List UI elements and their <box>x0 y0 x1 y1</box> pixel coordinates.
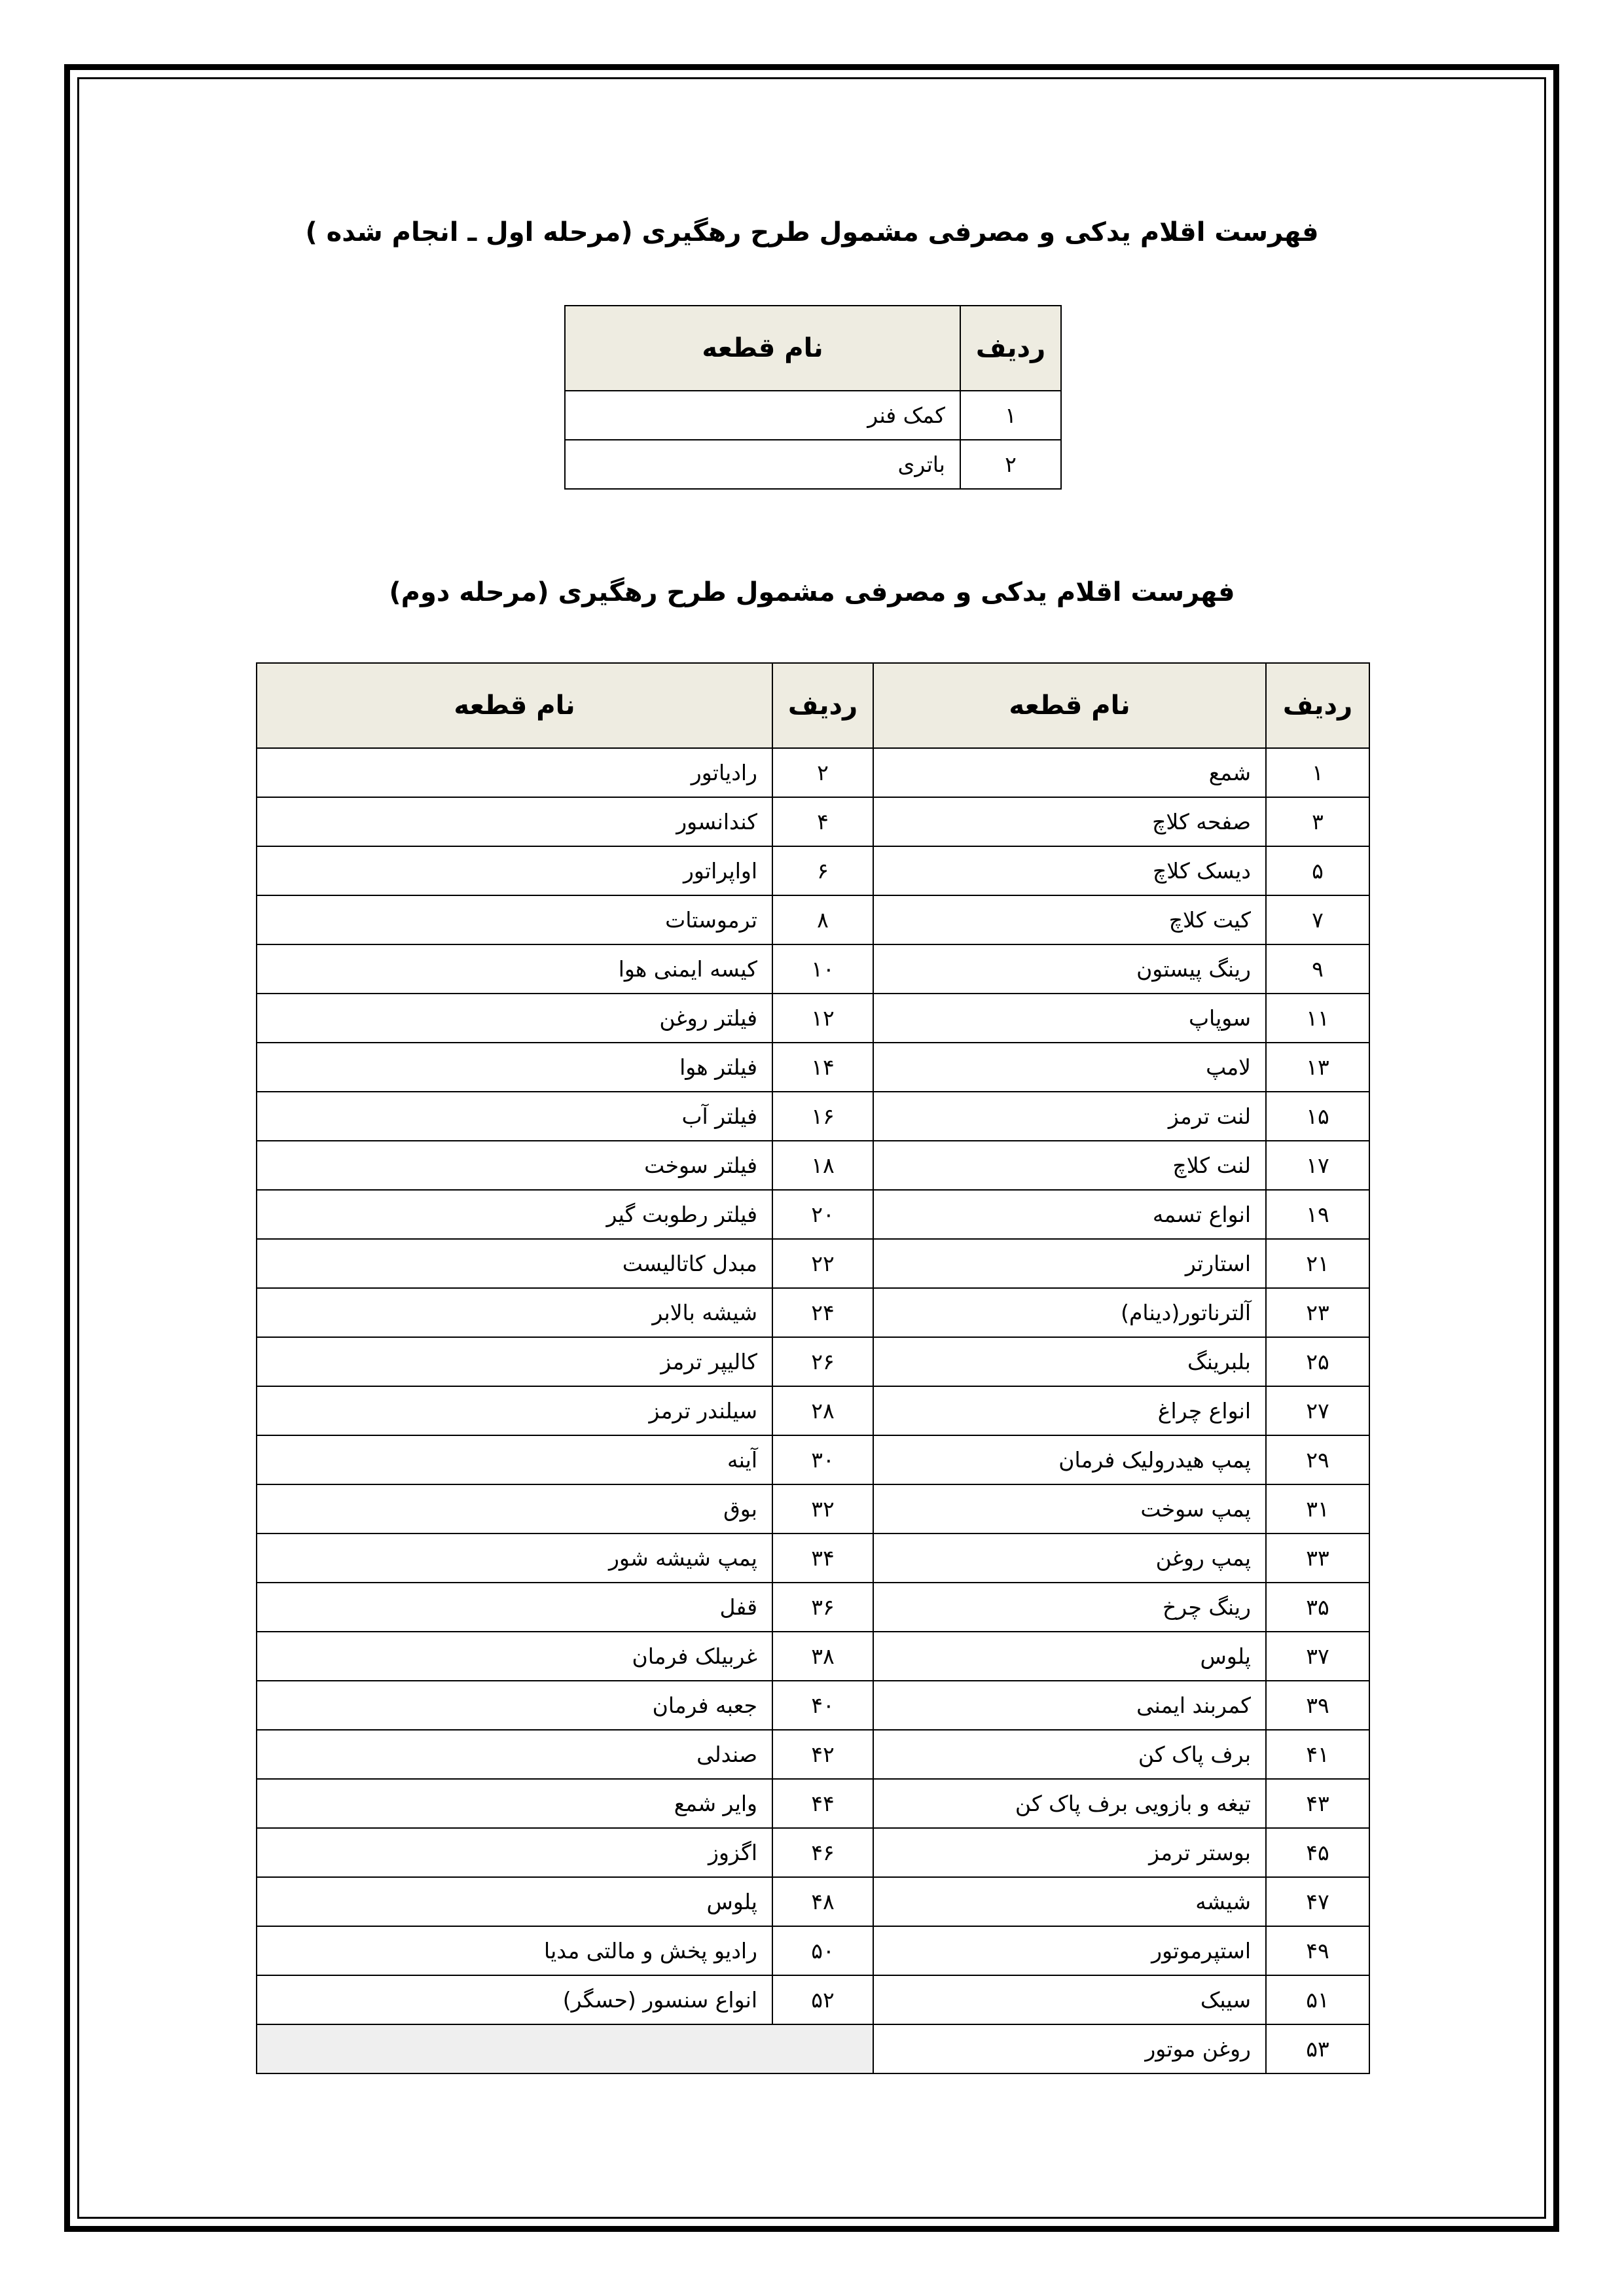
title-stage-two: فهرست اقلام یدکی و مصرفی مشمول طرح رهگیری (مرحله دوم) <box>389 577 1235 607</box>
table-row <box>257 1288 1369 1337</box>
table-row <box>257 1975 1369 2024</box>
row-number: ۴۱ <box>1266 1730 1369 1779</box>
table-row <box>257 1043 1369 1092</box>
part-name: تیغه و بازویی برف پاک کن <box>873 1779 1266 1828</box>
part-name: ترموستات <box>257 895 772 944</box>
table-row <box>257 1386 1369 1435</box>
row-number: ۲۷ <box>1266 1386 1369 1435</box>
part-name: فیلتر رطوبت گیر <box>257 1190 772 1239</box>
part-name: انواع تسمه <box>873 1190 1266 1239</box>
table-row <box>257 1092 1369 1141</box>
row-number: ۳۲ <box>772 1484 873 1534</box>
row-number: ۱۰ <box>772 944 873 994</box>
empty-cell <box>257 2024 873 2073</box>
header-row-number: ردیف <box>960 306 1061 391</box>
part-name: سوپاپ <box>873 994 1266 1043</box>
row-number: ۲۶ <box>772 1337 873 1386</box>
part-name: اواپراتور <box>257 846 772 895</box>
part-name: سیبک <box>873 1975 1266 2024</box>
table-row <box>257 1239 1369 1288</box>
part-name: لامپ <box>873 1043 1266 1092</box>
row-number: ۱۲ <box>772 994 873 1043</box>
header-part-name: نام قطعه <box>257 663 772 748</box>
row-number: ۳۶ <box>772 1583 873 1632</box>
row-number: ۵۱ <box>1266 1975 1369 2024</box>
table-header-row <box>565 306 1061 391</box>
part-name: سیلندر ترمز <box>257 1386 772 1435</box>
row-number: ۴۰ <box>772 1681 873 1730</box>
part-name: غربیلک فرمان <box>257 1632 772 1681</box>
part-name: شمع <box>873 748 1266 797</box>
row-number: ۵۰ <box>772 1926 873 1975</box>
stage-one-table <box>564 305 1062 490</box>
title-stage-one: فهرست اقلام یدکی و مصرفی مشمول طرح رهگیری (مرحله اول ـ انجام شده ) <box>305 217 1319 247</box>
row-number: ۱۹ <box>1266 1190 1369 1239</box>
part-name: پلوس <box>257 1877 772 1926</box>
table-row <box>565 440 1061 489</box>
part-name: لنت ترمز <box>873 1092 1266 1141</box>
part-name: بوستر ترمز <box>873 1828 1266 1877</box>
row-number: ۲۹ <box>1266 1435 1369 1484</box>
row-number: ۳۹ <box>1266 1681 1369 1730</box>
row-number: ۲۳ <box>1266 1288 1369 1337</box>
part-name: بوق <box>257 1484 772 1534</box>
table-row <box>257 797 1369 846</box>
row-number: ۴۴ <box>772 1779 873 1828</box>
part-name: اگزوز <box>257 1828 772 1877</box>
table-row <box>257 1141 1369 1190</box>
part-name: کالیپر ترمز <box>257 1337 772 1386</box>
part-name: استارتر <box>873 1239 1266 1288</box>
row-number: ۱ <box>1266 748 1369 797</box>
part-name: انواع سنسور (حسگر) <box>257 1975 772 2024</box>
table-row <box>257 1730 1369 1779</box>
table-row <box>257 944 1369 994</box>
row-number: ۲ <box>960 440 1061 489</box>
row-number: ۲۰ <box>772 1190 873 1239</box>
part-name: پمپ روغن <box>873 1534 1266 1583</box>
table-row <box>257 1583 1369 1632</box>
row-number: ۷ <box>1266 895 1369 944</box>
row-number: ۵۲ <box>772 1975 873 2024</box>
part-name: فیلتر هوا <box>257 1043 772 1092</box>
part-name: باتری <box>565 440 960 489</box>
part-name: رینگ چرخ <box>873 1583 1266 1632</box>
header-row-number: ردیف <box>772 663 873 748</box>
part-name: دیسک کلاچ <box>873 846 1266 895</box>
table-row <box>257 846 1369 895</box>
table-row <box>257 748 1369 797</box>
row-number: ۹ <box>1266 944 1369 994</box>
part-name: آینه <box>257 1435 772 1484</box>
part-name: کمربند ایمنی <box>873 1681 1266 1730</box>
part-name: پمپ شیشه شور <box>257 1534 772 1583</box>
row-number: ۳۸ <box>772 1632 873 1681</box>
table-row <box>565 391 1061 440</box>
table-row <box>257 1435 1369 1484</box>
part-name: کندانسور <box>257 797 772 846</box>
header-part-name: نام قطعه <box>565 306 960 391</box>
part-name: برف پاک کن <box>873 1730 1266 1779</box>
table-row <box>257 1877 1369 1926</box>
row-number: ۴۵ <box>1266 1828 1369 1877</box>
part-name: شیشه <box>873 1877 1266 1926</box>
row-number: ۶ <box>772 846 873 895</box>
part-name: وایر شمع <box>257 1779 772 1828</box>
row-number: ۱۴ <box>772 1043 873 1092</box>
table-header-row <box>257 663 1369 748</box>
stage-two-table <box>256 662 1370 2074</box>
part-name: بلبرینگ <box>873 1337 1266 1386</box>
row-number: ۲۸ <box>772 1386 873 1435</box>
part-name: کیت کلاچ <box>873 895 1266 944</box>
part-name: رینگ پیستون <box>873 944 1266 994</box>
part-name: پمپ هیدرولیک فرمان <box>873 1435 1266 1484</box>
header-row-number: ردیف <box>1266 663 1369 748</box>
part-name: قفل <box>257 1583 772 1632</box>
row-number: ۵۳ <box>1266 2024 1369 2073</box>
part-name: فیلتر روغن <box>257 994 772 1043</box>
row-number: ۱۷ <box>1266 1141 1369 1190</box>
row-number: ۲۴ <box>772 1288 873 1337</box>
row-number: ۸ <box>772 895 873 944</box>
part-name: استپرموتور <box>873 1926 1266 1975</box>
part-name: رادیاتور <box>257 748 772 797</box>
part-name: کمک فنر <box>565 391 960 440</box>
table-row <box>257 994 1369 1043</box>
table-row <box>257 1681 1369 1730</box>
row-number: ۴۸ <box>772 1877 873 1926</box>
table-row <box>257 1828 1369 1877</box>
row-number: ۳۱ <box>1266 1484 1369 1534</box>
header-part-name: نام قطعه <box>873 663 1266 748</box>
part-name: کیسه ایمنی هوا <box>257 944 772 994</box>
part-name: انواع چراغ <box>873 1386 1266 1435</box>
part-name: روغن موتور <box>873 2024 1266 2073</box>
table-row <box>257 1337 1369 1386</box>
row-number: ۲۵ <box>1266 1337 1369 1386</box>
row-number: ۳۷ <box>1266 1632 1369 1681</box>
row-number: ۱۳ <box>1266 1043 1369 1092</box>
row-number: ۱۵ <box>1266 1092 1369 1141</box>
part-name: مبدل کاتالیست <box>257 1239 772 1288</box>
row-number: ۱۶ <box>772 1092 873 1141</box>
row-number: ۴۷ <box>1266 1877 1369 1926</box>
part-name: فیلتر آب <box>257 1092 772 1141</box>
row-number: ۳۴ <box>772 1534 873 1583</box>
row-number: ۳۰ <box>772 1435 873 1484</box>
part-name: لنت کلاچ <box>873 1141 1266 1190</box>
table-row <box>257 1632 1369 1681</box>
row-number: ۵ <box>1266 846 1369 895</box>
row-number: ۴۹ <box>1266 1926 1369 1975</box>
row-number: ۲۲ <box>772 1239 873 1288</box>
part-name: صفحه کلاچ <box>873 797 1266 846</box>
row-number: ۱۱ <box>1266 994 1369 1043</box>
row-number: ۳۵ <box>1266 1583 1369 1632</box>
part-name: رادیو پخش و مالتی مدیا <box>257 1926 772 1975</box>
row-number: ۲ <box>772 748 873 797</box>
row-number: ۳۳ <box>1266 1534 1369 1583</box>
part-name: آلترناتور(دینام) <box>873 1288 1266 1337</box>
table-row <box>257 1926 1369 1975</box>
part-name: پمپ سوخت <box>873 1484 1266 1534</box>
row-number: ۱ <box>960 391 1061 440</box>
row-number: ۲۱ <box>1266 1239 1369 1288</box>
table-row <box>257 2024 1369 2073</box>
part-name: پلوس <box>873 1632 1266 1681</box>
table-row <box>257 1534 1369 1583</box>
table-row <box>257 1190 1369 1239</box>
table-row <box>257 1779 1369 1828</box>
row-number: ۴۳ <box>1266 1779 1369 1828</box>
table-row <box>257 895 1369 944</box>
row-number: ۳ <box>1266 797 1369 846</box>
row-number: ۴۶ <box>772 1828 873 1877</box>
table-row <box>257 1484 1369 1534</box>
row-number: ۴ <box>772 797 873 846</box>
part-name: شیشه بالابر <box>257 1288 772 1337</box>
row-number: ۴۲ <box>772 1730 873 1779</box>
part-name: جعبه فرمان <box>257 1681 772 1730</box>
row-number: ۱۸ <box>772 1141 873 1190</box>
part-name: فیلتر سوخت <box>257 1141 772 1190</box>
part-name: صندلی <box>257 1730 772 1779</box>
